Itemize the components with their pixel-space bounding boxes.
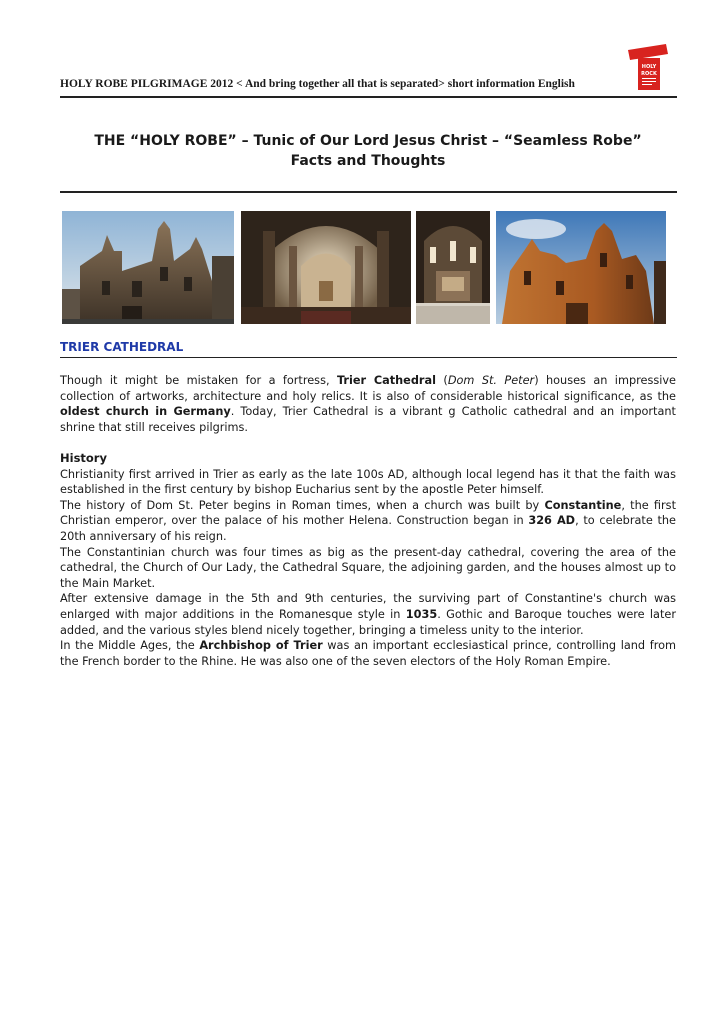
bold-1035: 1035 — [405, 607, 438, 621]
section-heading: TRIER CATHEDRAL — [60, 340, 184, 354]
title-line-1: THE “HOLY ROBE” – Tunic of Our Lord Jesus Christ – “Seamless Robe” — [94, 133, 642, 149]
intro-bold-trier-cathedral: Trier Cathedral — [336, 374, 436, 387]
history-paragraph-2: The history of Dom St. Peter begins in Roman times, when a church was built by Constantine, the first Christian emperor, over the palace of his mother Helena. Construction began in 326 AD, to celebrate the 20th anniversary of his reign. — [60, 498, 676, 543]
cathedral-nave-interior-photo — [241, 211, 411, 324]
title-line-2: Facts and Thoughts — [290, 153, 446, 169]
title-divider — [60, 191, 677, 193]
cathedral-altar-interior-photo — [416, 211, 490, 324]
intro-text: Though it might be mistaken for a fortress, — [60, 374, 337, 387]
history-paragraph-3: The Constantinian church was four times as big as the present-day cathedral, covering the area of the cathedral, the Church of Our Lady, the Cathedral Square, the adjoining garden, and the houses almost up to the Main Market. — [60, 545, 676, 590]
intro-text: ) houses an impressive collection of artworks, architecture and holy relics. It is also of considerable historical significance, as the — [60, 374, 677, 403]
intro-text: . Today, Trier Cathedral is a vibrant g Catholic cathedral and an important shrine that still receives pilgrims. — [60, 405, 676, 434]
history-section — [60, 451, 676, 669]
holy-rock-logo — [626, 44, 672, 92]
history-heading: History — [60, 451, 107, 465]
cathedral-exterior-cloudy-photo — [62, 211, 234, 324]
intro-italic-dom-st-peter: Dom St. Peter — [447, 374, 535, 387]
section-divider — [60, 357, 677, 358]
cathedral-exterior-sunset-photo — [496, 211, 666, 324]
intro-text: ( — [436, 374, 448, 387]
svg-text:HOLY: HOLY — [641, 64, 657, 70]
bold-archbishop-of-trier: Archbishop of Trier — [199, 639, 323, 653]
page-header: HOLY ROBE PILGRIMAGE 2012 < And bring together all that is separated> short information English — [60, 78, 575, 90]
svg-text:ROCK: ROCK — [641, 71, 657, 77]
intro-bold-oldest-church: oldest church in Germany — [60, 405, 231, 419]
history-paragraph-4: After extensive damage in the 5th and 9th centuries, the surviving part of Constantine's church was enlarged with major additions in the Romanesque style in 1035. Gothic and Baroque touches were later added, and the various styles blend nicely together, bringing a timeless unity to the interior. — [60, 592, 676, 637]
document-title — [60, 131, 676, 171]
header-divider — [60, 96, 677, 98]
history-paragraph-1: Christianity first arrived in Trier as early as the late 100s AD, although local legend has it that the faith was established in the first century by bishop Eucharius sent by the apostle Peter himself. — [60, 467, 676, 497]
bold-326-ad: 326 AD — [528, 514, 576, 528]
intro-paragraph — [60, 373, 676, 435]
history-paragraph-5: In the Middle Ages, the Archbishop of Trier was an important ecclesiastical prince, controlling land from the French border to the Rhine. He was also one of the seven electors of the Holy Roman Empire. — [60, 639, 677, 668]
bold-constantine: Constantine — [544, 498, 622, 512]
